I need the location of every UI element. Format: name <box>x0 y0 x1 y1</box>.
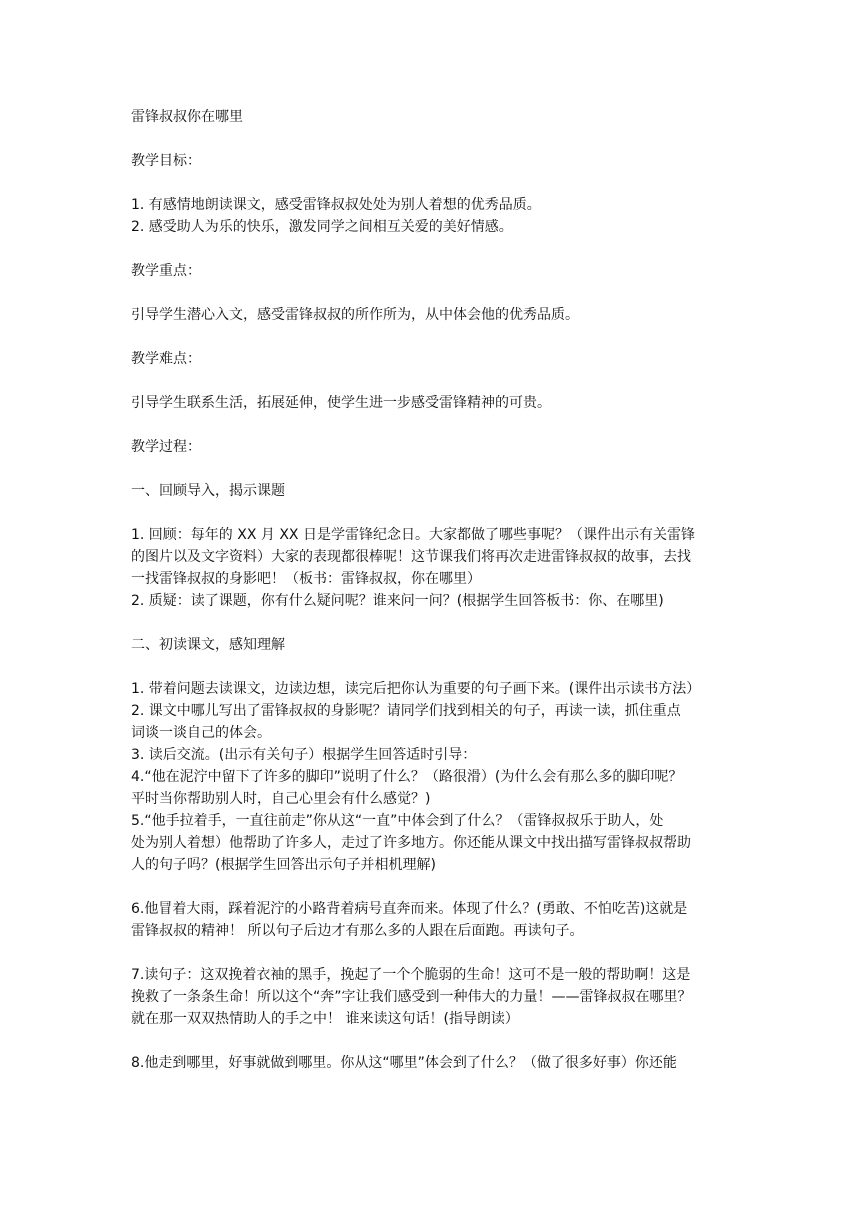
difficulty-text: 引导学生联系生活，拓展延伸，使学生进一步感受雷锋精神的可贵。 <box>131 395 551 411</box>
section2-line: 3. 读后交流。(出示有关句子）根据学生回答适时引导： <box>131 747 477 763</box>
para7-line: 7.读句子：这双挽着衣袖的黑手，挽起了一个个脆弱的生命！这可不是一般的帮助啊！这是 <box>131 967 691 983</box>
section2-line: 4.“他在泥泞中留下了许多的脚印”说明了什么？（路很滑）(为什么会有那么多的脚印呢？ <box>131 769 683 785</box>
key-text: 引导学生潜心入文，感受雷锋叔叔的所作所为，从中体会他的优秀品质。 <box>131 307 579 323</box>
section1-line: 一找雷锋叔叔的身影吧！（板书：雷锋叔叔，你在哪里） <box>131 571 481 587</box>
key-heading: 教学重点： <box>131 263 201 279</box>
para7-line: 就在那一双双热情助人的手之中！ 谁来读这句话！(指导朗读） <box>131 1011 519 1027</box>
para6-line: 6.他冒着大雨，踩着泥泞的小路背着病号直奔而来。体现了什么？(勇敢、不怕吃苦)这就是 <box>131 901 688 917</box>
section2-line: 2. 课文中哪儿写出了雷锋叔叔的身影呢？请同学们找到相关的句子，再读一读，抓住重点 <box>131 703 681 719</box>
para8-line: 8.他走到哪里，好事就做到哪里。你从这“哪里”体会到了什么？（做了很多好事）你还能 <box>131 1055 677 1071</box>
process-heading: 教学过程： <box>131 439 201 455</box>
para7-line: 挽救了一条条生命！所以这个“奔”字让我们感受到一种伟大的力量！——雷锋叔叔在哪里？ <box>131 989 692 1005</box>
section1-heading: 一、回顾导入，揭示课题 <box>131 483 285 499</box>
section2-line: 5.“他手拉着手，一直往前走”你从这“一直”中体会到了什么？（雷锋叔叔乐于助人，处 <box>131 813 664 829</box>
difficulty-heading: 教学难点： <box>131 351 201 367</box>
section1-line: 1. 回顾：每年的 XX 月 XX 日是学雷锋纪念日。大家都做了哪些事呢？（课件出示有关雷锋 <box>131 527 695 543</box>
objective-item: 1. 有感情地朗读课文，感受雷锋叔叔处处为别人着想的优秀品质。 <box>131 197 541 213</box>
section1-line: 的图片以及文字资料）大家的表现都很棒呢！这节课我们将再次走进雷锋叔叔的故事，去找 <box>131 549 691 565</box>
section2-heading: 二、初读课文，感知理解 <box>131 637 285 653</box>
para6-line: 雷锋叔叔的精神！ 所以句子后边才有那么多的人跟在后面跑。再读句子。 <box>131 923 584 939</box>
section2-line: 1. 带着问题去读课文，边读边想，读完后把你认为重要的句子画下来。(课件出示读书方法） <box>131 681 701 697</box>
section1-line: 2. 质疑：读了课题，你有什么疑问呢？谁来问一问？(根据学生回答板书：你、在哪里) <box>131 593 664 609</box>
section2-line: 平时当你帮助别人时，自己心里会有什么感觉？) <box>131 791 431 807</box>
objectives-heading: 教学目标： <box>131 153 201 169</box>
section2-line: 处为别人着想）他帮助了许多人，走过了许多地方。你还能从课文中找出描写雷锋叔叔帮助 <box>131 835 691 851</box>
objective-item: 2. 感受助人为乐的快乐，激发同学之间相互关爱的美好情感。 <box>131 219 513 235</box>
section2-line: 词谈一谈自己的体会。 <box>131 725 271 741</box>
doc-title: 雷锋叔叔你在哪里 <box>131 109 243 125</box>
document-body <box>131 106 731 1074</box>
section2-line: 人的句子吗？(根据学生回答出示句子并相机理解) <box>131 857 436 873</box>
